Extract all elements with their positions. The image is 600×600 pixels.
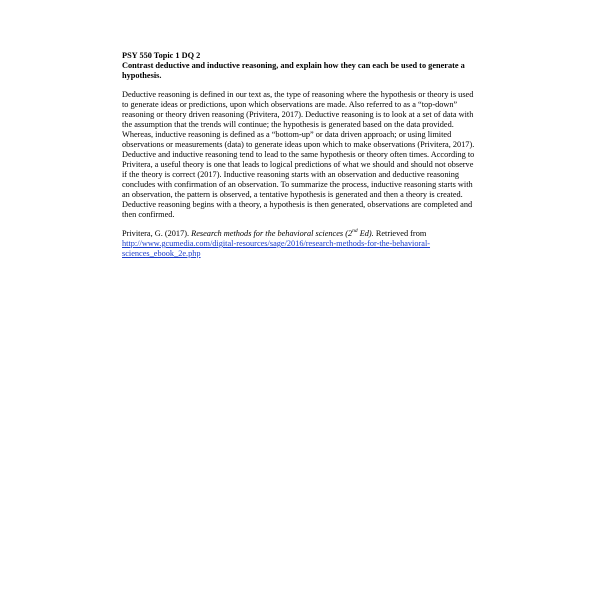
paragraph-comparison: Deductive and inductive reasoning tend to lead to the same hypothesis or theory often times. According to Privitera, a useful theory is one that leads to logical predictions of what we should and should not observe if the theory is correct (2017). Inductive reasoning starts with an observation and deductive reasoning concludes with confirmation of an observation. To summarize the process, inductive reasoning starts with an observation, the pattern is observed, a tentative hypothesis is generated and then a theory is created. Deductive reasoning begins with a theory, a hypothesis is then generated, observations are completed and then confirmed. <box>122 150 475 219</box>
course-heading: PSY 550 Topic 1 DQ 2 <box>122 51 201 60</box>
reference-author-year: Privitera, G. (2017). <box>122 229 192 238</box>
reference-retrieved: Retrieved from <box>373 229 427 238</box>
reference-title: Research methods for the behavioral sciences (2nd Ed). <box>191 228 374 238</box>
discussion-question: Contrast deductive and inductive reasoning, and explain how they can each be used to generate a hypothesis. <box>122 61 465 80</box>
reference-edition-superscript: nd <box>352 228 358 235</box>
document-page <box>122 51 480 259</box>
spacer <box>122 81 480 90</box>
spacer <box>122 220 480 229</box>
reference-url-link[interactable]: http://www.gcumedia.com/digital-resources/sage/2016/research-methods-for-the-behavioral-sciences_ebook_2e.php <box>122 239 431 258</box>
paragraph-deductive-inductive-definitions: Deductive reasoning is defined in our text as, the type of reasoning where the hypothesis or theory is used to generate ideas or predictions, upon which observations are made. Also referred to as a “top-down” reasoning or theory driven reasoning (Privitera, 2017). Deductive reasoning is to look at a set of data with the assumption that the trends will continue; the hypothesis is generated based on the data provided. Whereas, inductive reasoning is defined as a “bottom-up” or data driven approach; or using limited observations or measurements (data) to generate ideas upon which to make observations (Privitera, 2017). <box>122 90 475 149</box>
reference-citation <box>122 229 480 259</box>
